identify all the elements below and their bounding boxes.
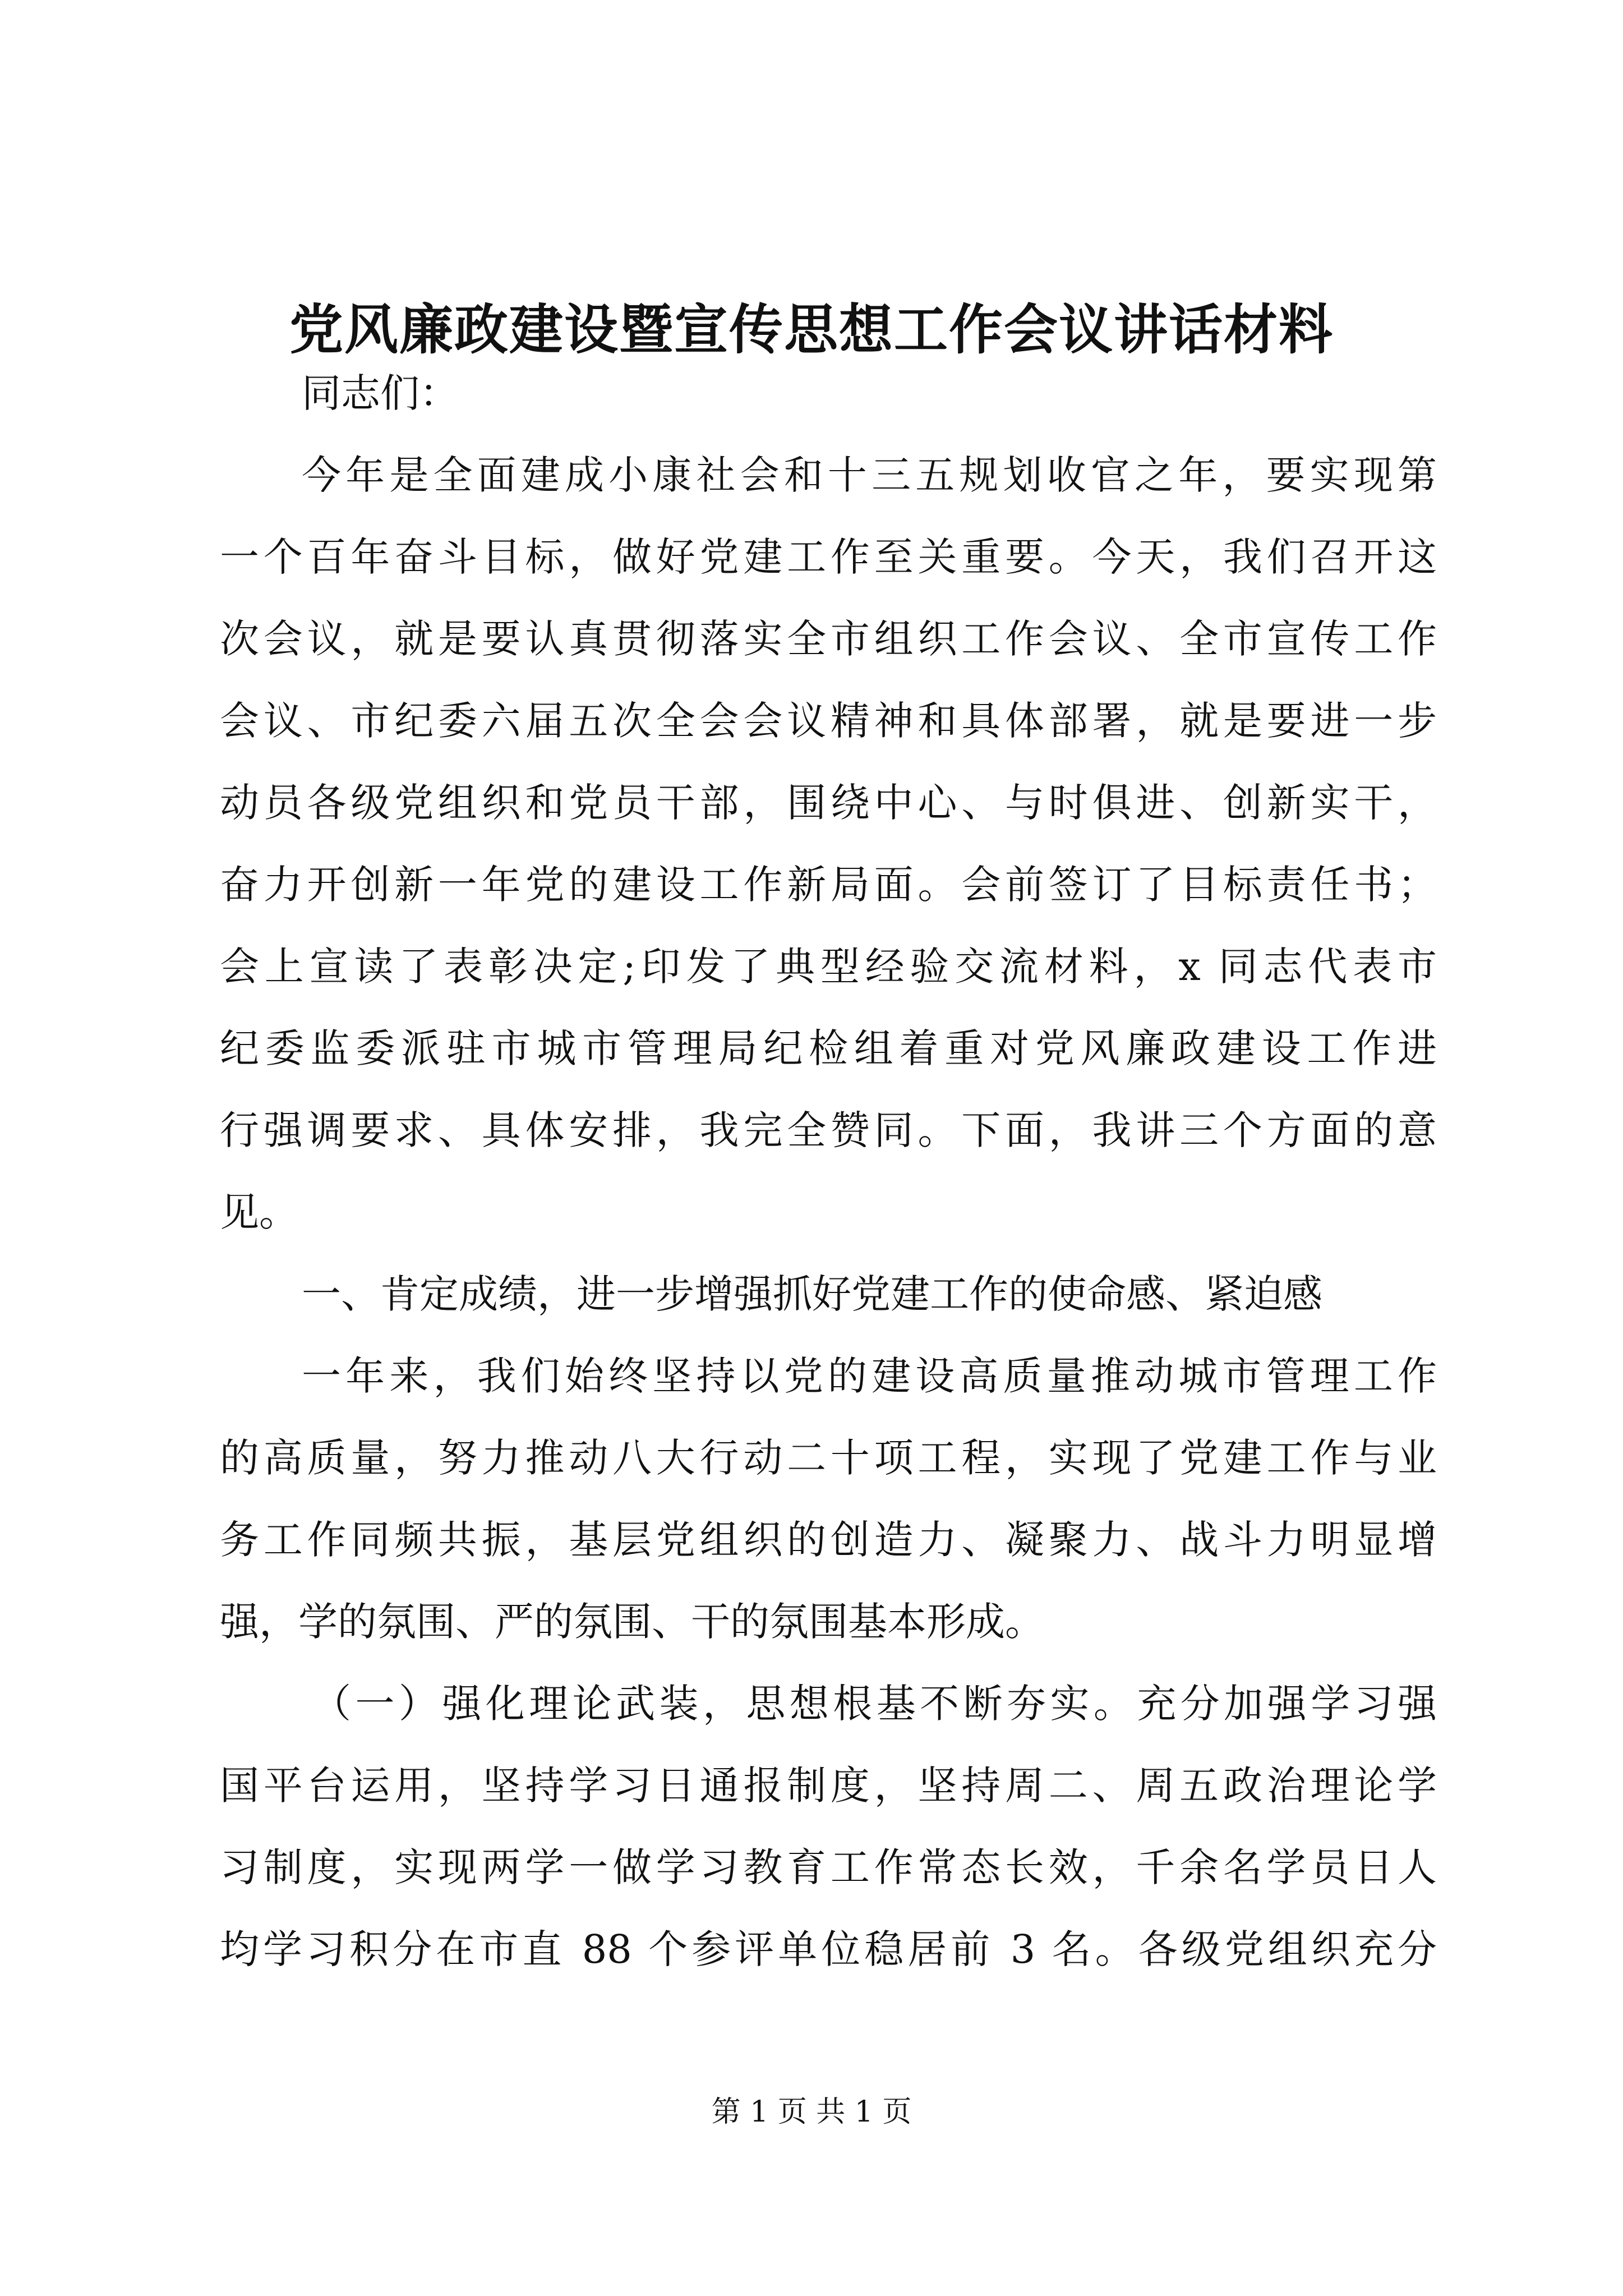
page-number: 第 1 页 共 1 页 (711, 2095, 912, 2129)
paragraph-line: 见。 (220, 1189, 298, 1235)
document-title: 党风廉政建设暨宣传思想工作会议讲话材料 (289, 298, 1334, 361)
paragraph-line: 强，学的氛围、严的氛围、干的氛围基本形成。 (220, 1599, 1044, 1645)
paragraph-line: 的高质量，努力推动八大行动二十项工程，实现了党建工作与业 (220, 1435, 1437, 1481)
paragraph-line: 一个百年奋斗目标，做好党建工作至关重要。今天，我们召开这 (220, 534, 1437, 580)
paragraph-line: 会议、市纪委六届五次全会会议精神和具体部署，就是要进一步 (220, 698, 1437, 744)
paragraph-line: 习制度，实现两学一做学习教育工作常态长效，千余名学员日人 (220, 1844, 1437, 1890)
paragraph-line: 国平台运用，坚持学习日通报制度，坚持周二、周五政治理论学 (220, 1763, 1437, 1809)
subsection-line: （一）强化理论武装，思想根基不断夯实。充分加强学习强 (312, 1681, 1437, 1727)
paragraph-line: 一年来，我们始终坚持以党的建设高质量推动城市管理工作 (302, 1353, 1437, 1399)
paragraph-line: 纪委监委派驻市城市管理局纪检组着重对党风廉政建设工作进 (220, 1025, 1437, 1071)
paragraph-line: 行强调要求、具体安排，我完全赞同。下面，我讲三个方面的意 (220, 1107, 1437, 1153)
document-body (220, 352, 1437, 1990)
salutation: 同志们： (302, 370, 459, 416)
paragraph-line: 均学习积分在市直 88 个参评单位稳居前 3 名。各级党组织充分 (220, 1926, 1437, 1972)
paragraph-line: 奋力开创新一年党的建设工作新局面。会前签订了目标责任书； (220, 862, 1437, 908)
paragraph-line: 今年是全面建成小康社会和十三五规划收官之年，要实现第 (302, 452, 1437, 498)
paragraph-line: 次会议，就是要认真贯彻落实全市组织工作会议、全市宣传工作 (220, 616, 1437, 662)
section-heading: 一、肯定成绩，进一步增强抓好党建工作的使命感、紧迫感 (302, 1271, 1322, 1317)
paragraph-line: 动员各级党组织和党员干部，围绕中心、与时俱进、创新实干， (220, 780, 1437, 826)
paragraph-line: 务工作同频共振，基层党组织的创造力、凝聚力、战斗力明显增 (220, 1517, 1437, 1563)
paragraph-line: 会上宣读了表彰决定;印发了典型经验交流材料，x 同志代表市 (220, 944, 1437, 990)
